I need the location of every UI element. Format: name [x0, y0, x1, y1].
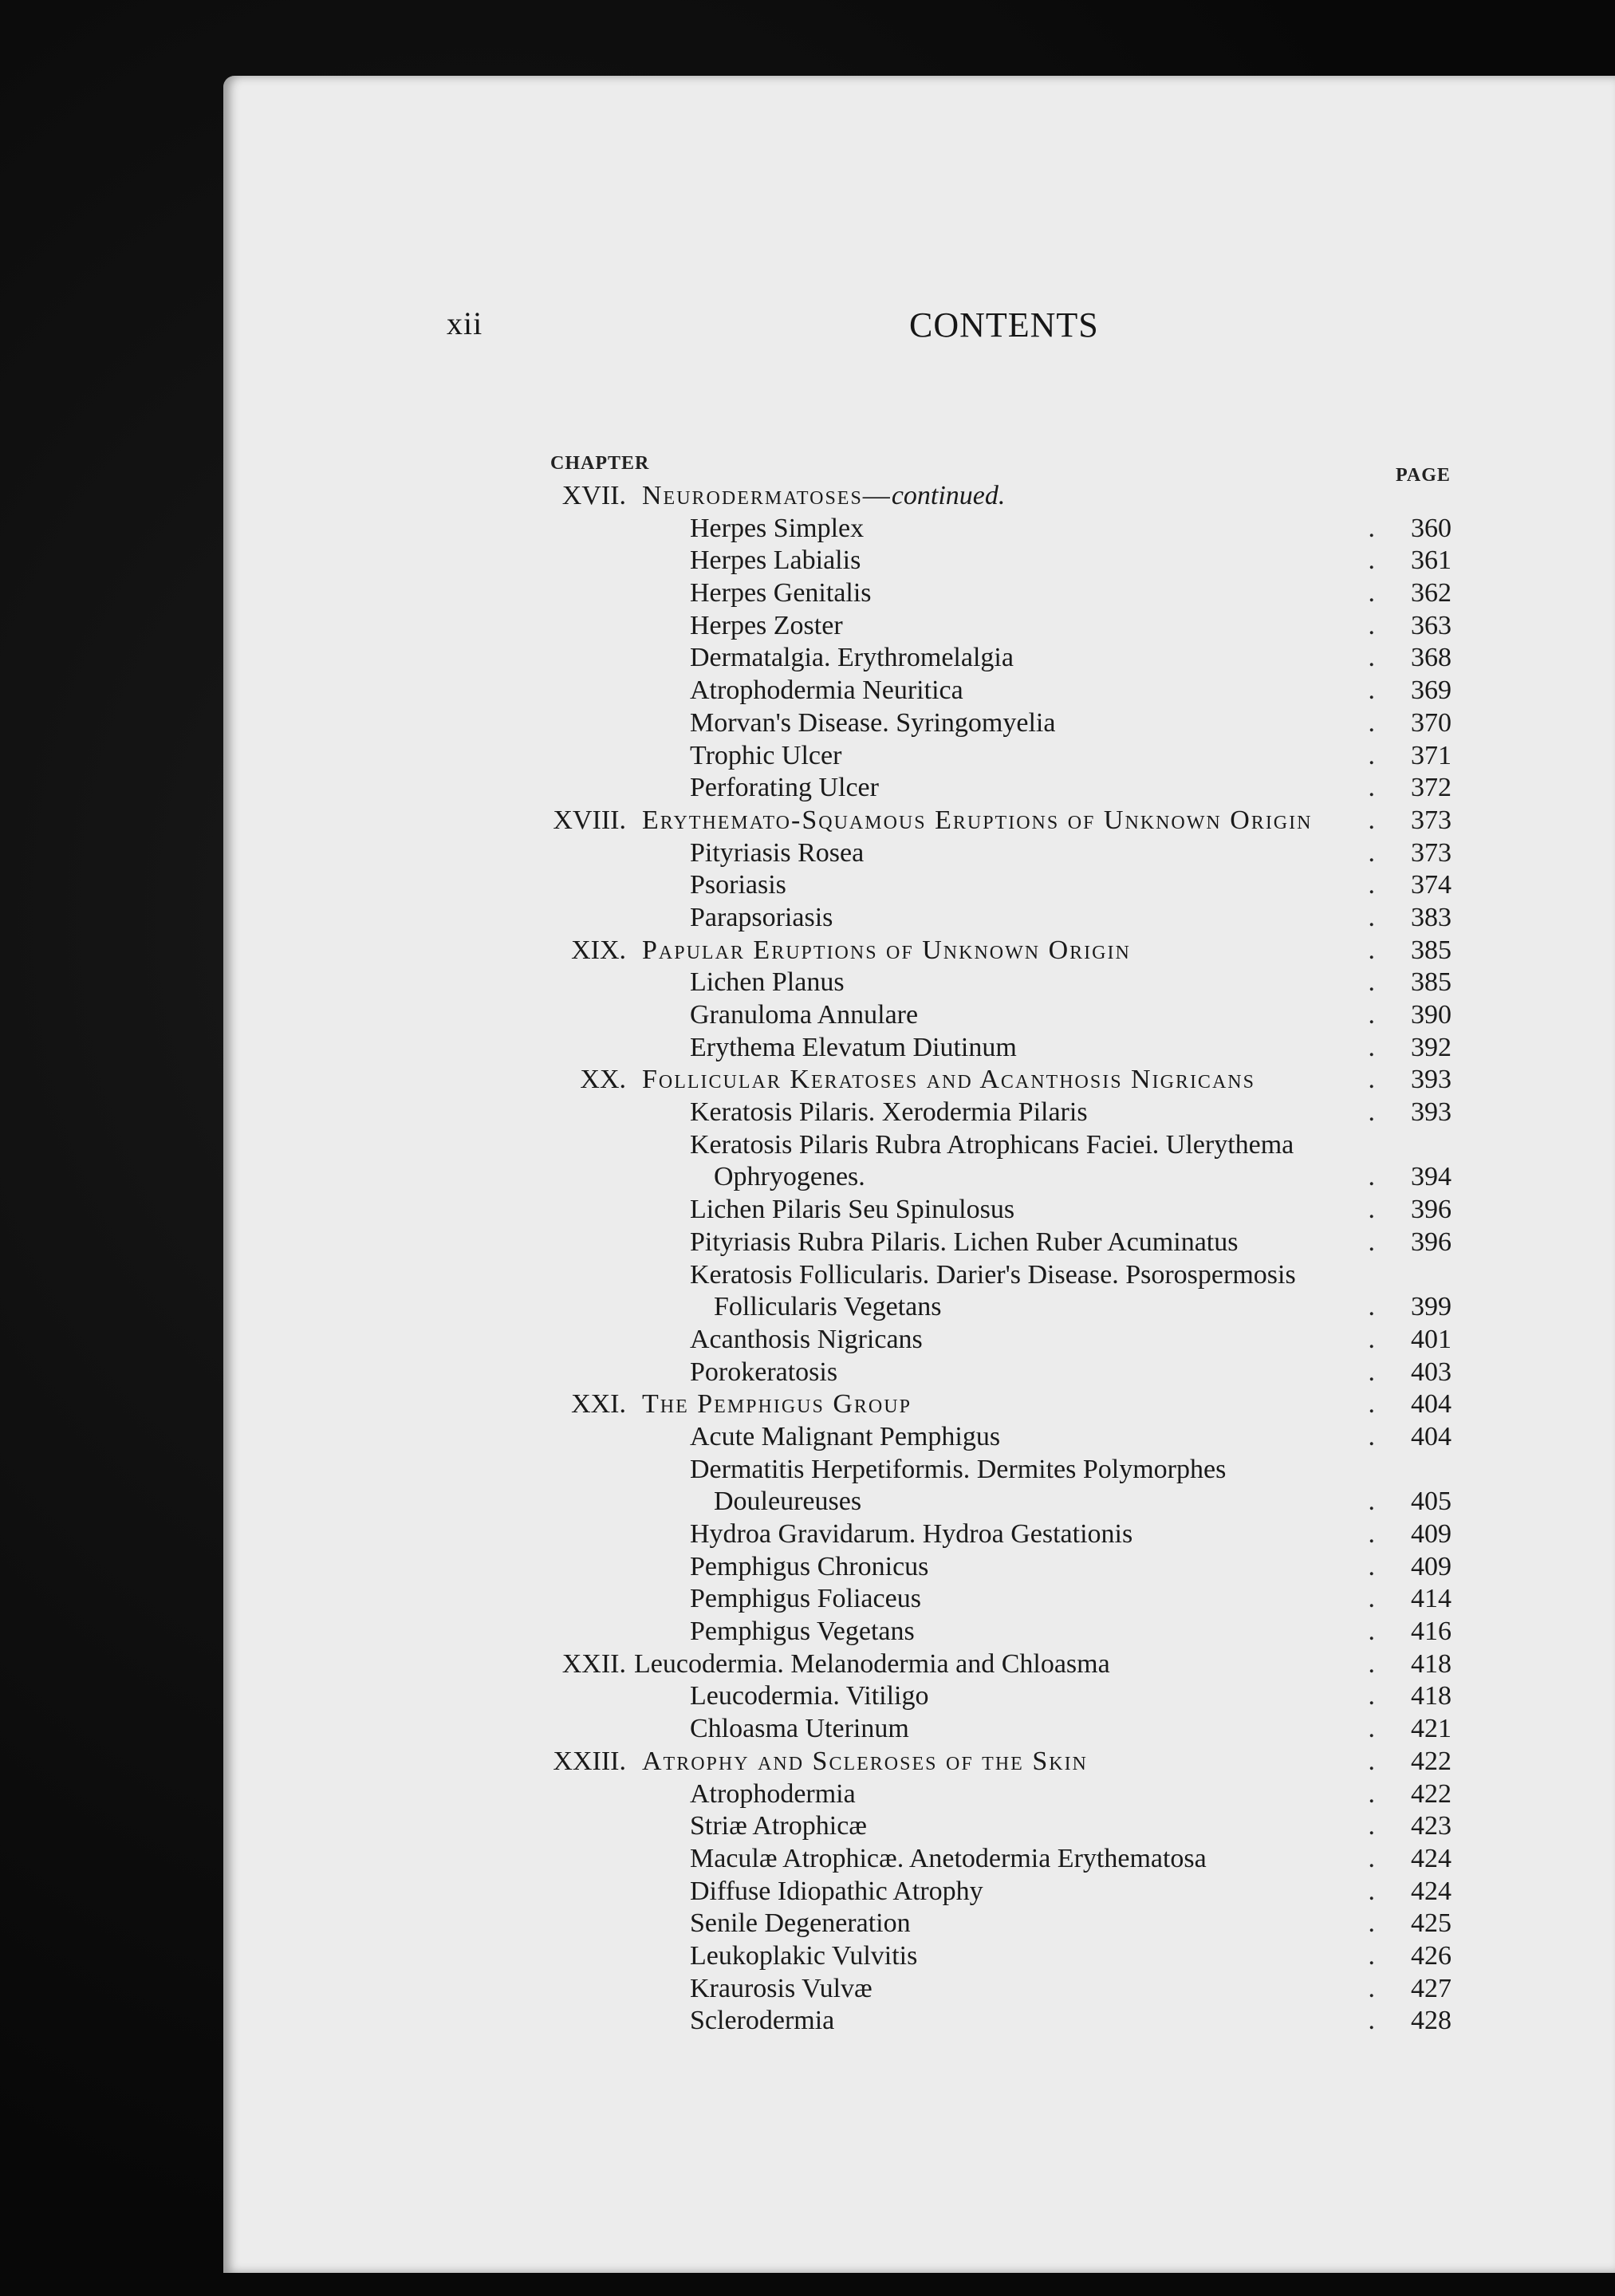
toc-entry-row: [534, 1810, 1452, 1843]
toc-entry-row: [534, 1713, 1452, 1746]
dot-leader: .: [1368, 773, 1396, 803]
dot-leader: .: [1368, 610, 1396, 640]
toc-chapter-row: [534, 805, 1452, 837]
entry-title: Acanthosis Nigricans: [690, 1324, 923, 1354]
page-number: 390: [1411, 1000, 1452, 1030]
dot-leader: .: [1368, 1487, 1396, 1517]
page-folio: xii: [447, 305, 483, 341]
entry-title: Pemphigus Vegetans: [690, 1617, 915, 1647]
dot-leader: .: [1368, 1389, 1396, 1420]
toc-entry-row: [534, 1357, 1452, 1389]
dot-leader: .: [1368, 1097, 1396, 1128]
dot-leader: .: [1368, 935, 1396, 965]
dot-leader: .: [1368, 513, 1396, 543]
chapter-number: XVII.: [561, 481, 626, 510]
page-number: 424: [1411, 1843, 1452, 1873]
chapter-continued-suffix: continued.: [891, 481, 1006, 510]
toc-entry-row: [534, 1161, 1452, 1194]
entry-title: Atrophodermia: [690, 1778, 856, 1809]
entry-title: Dermatitis Herpetiformis. Dermites Polymorphes: [690, 1454, 1227, 1484]
chapter-number: XX.: [580, 1065, 626, 1095]
toc-entry-row: [534, 642, 1452, 675]
dot-leader: .: [1368, 1714, 1396, 1744]
page-number: 416: [1411, 1617, 1452, 1647]
dot-leader: .: [1368, 2006, 1396, 2036]
entry-title: Herpes Labialis: [690, 545, 861, 576]
toc-entry-row: [534, 1194, 1452, 1227]
entry-title: Erythema Elevatum Diutinum: [690, 1032, 1017, 1062]
page-number: 404: [1411, 1389, 1452, 1420]
toc-chapter-row: [534, 1746, 1452, 1778]
dot-leader: .: [1368, 837, 1396, 868]
page-number: 383: [1411, 902, 1452, 932]
toc-entry-row: [534, 967, 1452, 999]
dot-leader: .: [1368, 643, 1396, 673]
dot-leader: .: [1368, 1227, 1396, 1257]
chapter-title-text: Leucodermia. Melanodermia and Chloasma: [634, 1648, 1110, 1679]
entry-title: Kraurosis Vulvæ: [690, 1973, 872, 2003]
toc-entry-row: [534, 610, 1452, 643]
toc-entry-row: [534, 740, 1452, 773]
toc-entry-row: [534, 1486, 1452, 1518]
page-number: 425: [1411, 1908, 1452, 1939]
chapter-title: [642, 935, 1131, 967]
dot-leader: .: [1368, 1584, 1396, 1614]
page-number: 405: [1411, 1487, 1452, 1517]
entry-title: Parapsoriasis: [690, 902, 833, 932]
page-number: 409: [1411, 1551, 1452, 1581]
page-number: 396: [1411, 1227, 1452, 1257]
dot-leader: .: [1368, 1617, 1396, 1647]
dot-leader: .: [1368, 1000, 1396, 1030]
page-number: 426: [1411, 1940, 1452, 1971]
toc-chapter-row: [534, 1388, 1452, 1421]
dot-leader: .: [1368, 545, 1396, 576]
toc-entry-row: [534, 837, 1452, 870]
toc-entry-row: [534, 1908, 1452, 1940]
chapter-title-text: Follicular Keratoses and Acanthosis Nigricans: [642, 1065, 1255, 1095]
entry-title: Herpes Simplex: [690, 513, 865, 543]
dot-leader: .: [1368, 1519, 1396, 1549]
page-column-header: PAGE: [1396, 465, 1451, 486]
page-number: 401: [1411, 1324, 1452, 1354]
toc-entry-row: [534, 2005, 1452, 2038]
chapter-title-text: The Pemphigus Group: [642, 1389, 912, 1420]
toc-entry-row: [534, 1778, 1452, 1811]
page-number: 370: [1411, 707, 1452, 738]
entry-title: Pityriasis Rubra Pilaris. Lichen Ruber Acuminatus: [690, 1227, 1239, 1257]
dot-leader: .: [1368, 1843, 1396, 1873]
dot-leader: .: [1368, 1195, 1396, 1225]
dot-leader: .: [1368, 967, 1396, 998]
entry-title: Psoriasis: [690, 870, 786, 900]
entry-title: Maculæ Atrophicæ. Anetodermia Erythematosa: [690, 1843, 1207, 1873]
toc-entry-row: [534, 1518, 1452, 1551]
entry-title: Atrophodermia Neuritica: [690, 675, 963, 706]
page-number: 421: [1411, 1714, 1452, 1744]
dot-leader: .: [1368, 740, 1396, 770]
chapter-title: [642, 1746, 1088, 1778]
chapter-title: [642, 1388, 912, 1420]
toc-entry-row: [534, 675, 1452, 707]
toc-entry-row: [534, 1843, 1452, 1876]
page-number: 373: [1411, 805, 1452, 835]
dot-leader: .: [1368, 805, 1396, 835]
page-number: 403: [1411, 1357, 1452, 1387]
toc-chapter-row: [534, 935, 1452, 967]
entry-title: Leukoplakic Vulvitis: [690, 1940, 918, 1971]
entry-title: Trophic Ulcer: [690, 740, 842, 770]
dot-leader: .: [1368, 1811, 1396, 1841]
page-number: 404: [1411, 1421, 1452, 1451]
entry-title: Pemphigus Chronicus: [690, 1551, 929, 1581]
chapter-number: XXII.: [561, 1648, 626, 1679]
page-number: 393: [1411, 1065, 1452, 1095]
page-number: 385: [1411, 935, 1452, 965]
dot-leader: .: [1368, 675, 1396, 706]
entry-title: Lichen Pilaris Seu Spinulosus: [690, 1195, 1015, 1225]
toc-entry-row: [534, 577, 1452, 610]
toc-entry-row: [534, 1551, 1452, 1584]
toc-entry-row: [534, 1876, 1452, 1908]
entry-title: Sclerodermia: [690, 2006, 835, 2036]
dot-leader: .: [1368, 1973, 1396, 2003]
entry-title: Diffuse Idiopathic Atrophy: [690, 1876, 983, 1906]
toc-entry-row: [534, 1421, 1452, 1454]
entry-title: Pemphigus Foliaceus: [690, 1584, 921, 1614]
entry-title: Senile Degeneration: [690, 1908, 911, 1939]
dot-leader: .: [1368, 1551, 1396, 1581]
page-number: 363: [1411, 610, 1452, 640]
page-number: 360: [1411, 513, 1452, 543]
toc-chapter-row: [534, 480, 1452, 513]
page-number: 396: [1411, 1195, 1452, 1225]
page-number: 394: [1411, 1162, 1452, 1192]
page-content: [223, 76, 1615, 2273]
page-number: 423: [1411, 1811, 1452, 1841]
entry-title: Douleureuses: [714, 1487, 862, 1517]
toc-chapter-row: [534, 1064, 1452, 1097]
page-number: 374: [1411, 870, 1452, 900]
toc-entry-row: [534, 869, 1452, 902]
entry-title: Hydroa Gravidarum. Hydroa Gestationis: [690, 1519, 1133, 1549]
chapter-number: XXI.: [571, 1389, 626, 1420]
dot-leader: .: [1368, 707, 1396, 738]
entry-title: Striæ Atrophicæ: [690, 1811, 867, 1841]
chapter-number: XXIII.: [553, 1746, 626, 1776]
dot-leader: .: [1368, 1032, 1396, 1062]
toc-entry-row: [534, 1454, 1452, 1487]
toc-entry-row: [534, 707, 1452, 740]
entry-title: Lichen Planus: [690, 967, 845, 998]
chapter-title-text: Atrophy and Scleroses of the Skin: [642, 1746, 1088, 1776]
page-number: 373: [1411, 837, 1452, 868]
entry-title: Keratosis Pilaris Rubra Atrophicans Faciei. Ulerythema: [690, 1129, 1294, 1160]
page-number: 422: [1411, 1778, 1452, 1809]
dot-leader: .: [1368, 578, 1396, 608]
toc-entry-row: [534, 513, 1452, 545]
entry-title: Herpes Genitalis: [690, 578, 872, 608]
chapter-title-text: Erythemato-Squamous Eruptions of Unknown Origin: [642, 805, 1313, 835]
entry-title: Granuloma Annulare: [690, 1000, 919, 1030]
page-number: 422: [1411, 1746, 1452, 1776]
toc-entry-row: [534, 1129, 1452, 1162]
dot-leader: .: [1368, 1778, 1396, 1809]
chapter-title: [642, 1064, 1255, 1096]
page-number: 361: [1411, 545, 1452, 576]
entry-title: Keratosis Pilaris. Xerodermia Pilaris: [690, 1097, 1088, 1128]
toc-entry-row: [534, 1259, 1452, 1292]
chapter-title-text: Neurodermatoses—: [642, 481, 892, 510]
dot-leader: .: [1368, 870, 1396, 900]
toc-entry-row: [534, 1097, 1452, 1129]
page-number: 368: [1411, 643, 1452, 673]
dot-leader: .: [1368, 1065, 1396, 1095]
toc-entry-row: [534, 1227, 1452, 1259]
page-number: 399: [1411, 1292, 1452, 1322]
dot-leader: .: [1368, 902, 1396, 932]
toc-entry-row: [534, 902, 1452, 935]
entry-title: Morvan's Disease. Syringomyelia: [690, 707, 1056, 738]
entry-title: Leucodermia. Vitiligo: [690, 1681, 929, 1711]
chapter-number: XVIII.: [553, 805, 626, 835]
entry-title: Ophryogenes.: [714, 1162, 865, 1192]
dot-leader: .: [1368, 1940, 1396, 1971]
toc-entry-row: [534, 1616, 1452, 1648]
page-number: 371: [1411, 740, 1452, 770]
entry-title: Acute Malignant Pemphigus: [690, 1421, 1001, 1451]
page-number: 414: [1411, 1584, 1452, 1614]
chapter-title-text: Papular Eruptions of Unknown Origin: [642, 935, 1131, 965]
table-of-contents: [534, 480, 1452, 2038]
page-number: 418: [1411, 1648, 1452, 1679]
entry-title: Perforating Ulcer: [690, 773, 879, 803]
page-number: 393: [1411, 1097, 1452, 1128]
dot-leader: .: [1368, 1324, 1396, 1354]
dot-leader: .: [1368, 1421, 1396, 1451]
dot-leader: .: [1368, 1681, 1396, 1711]
dot-leader: .: [1368, 1292, 1396, 1322]
page-number: 392: [1411, 1032, 1452, 1062]
entry-title: Chloasma Uterinum: [690, 1714, 909, 1744]
page-number: 369: [1411, 675, 1452, 706]
dot-leader: .: [1368, 1876, 1396, 1906]
toc-entry-row: [534, 1324, 1452, 1357]
entry-title: Pityriasis Rosea: [690, 837, 865, 868]
toc-entry-row: [534, 1583, 1452, 1616]
entry-title: Herpes Zoster: [690, 610, 843, 640]
toc-entry-row: [534, 772, 1452, 805]
entry-title: Porokeratosis: [690, 1357, 838, 1387]
entry-title: Dermatalgia. Erythromelalgia: [690, 643, 1014, 673]
page-number: 427: [1411, 1973, 1452, 2003]
dot-leader: .: [1368, 1162, 1396, 1192]
page-number: 385: [1411, 967, 1452, 998]
toc-entry-row: [534, 999, 1452, 1032]
chapter-title: [642, 480, 1005, 512]
chapter-title: [642, 805, 1312, 837]
chapter-title: [634, 1648, 1110, 1680]
page-number: 424: [1411, 1876, 1452, 1906]
toc-entry-row: [534, 1680, 1452, 1713]
dot-leader: .: [1368, 1357, 1396, 1387]
toc-entry-row: [534, 1940, 1452, 1973]
entry-title: Follicularis Vegetans: [714, 1292, 942, 1322]
dot-leader: .: [1368, 1648, 1396, 1679]
page-number: 372: [1411, 773, 1452, 803]
page-number: 362: [1411, 578, 1452, 608]
entry-title: Keratosis Follicularis. Darier's Disease. Psorospermosis: [690, 1259, 1296, 1290]
page-number: 418: [1411, 1681, 1452, 1711]
toc-entry-row: [534, 1291, 1452, 1324]
toc-chapter-row: [534, 1648, 1452, 1681]
dot-leader: .: [1368, 1908, 1396, 1939]
toc-entry-row: [534, 1032, 1452, 1065]
toc-entry-row: [534, 1973, 1452, 2006]
book-page: [223, 76, 1615, 2273]
chapter-number: XIX.: [571, 935, 626, 965]
page-number: 409: [1411, 1519, 1452, 1549]
page-title: CONTENTS: [909, 305, 1099, 345]
dot-leader: .: [1368, 1746, 1396, 1776]
chapter-column-header: CHAPTER: [550, 453, 650, 474]
page-number: 428: [1411, 2006, 1452, 2036]
toc-entry-row: [534, 545, 1452, 577]
